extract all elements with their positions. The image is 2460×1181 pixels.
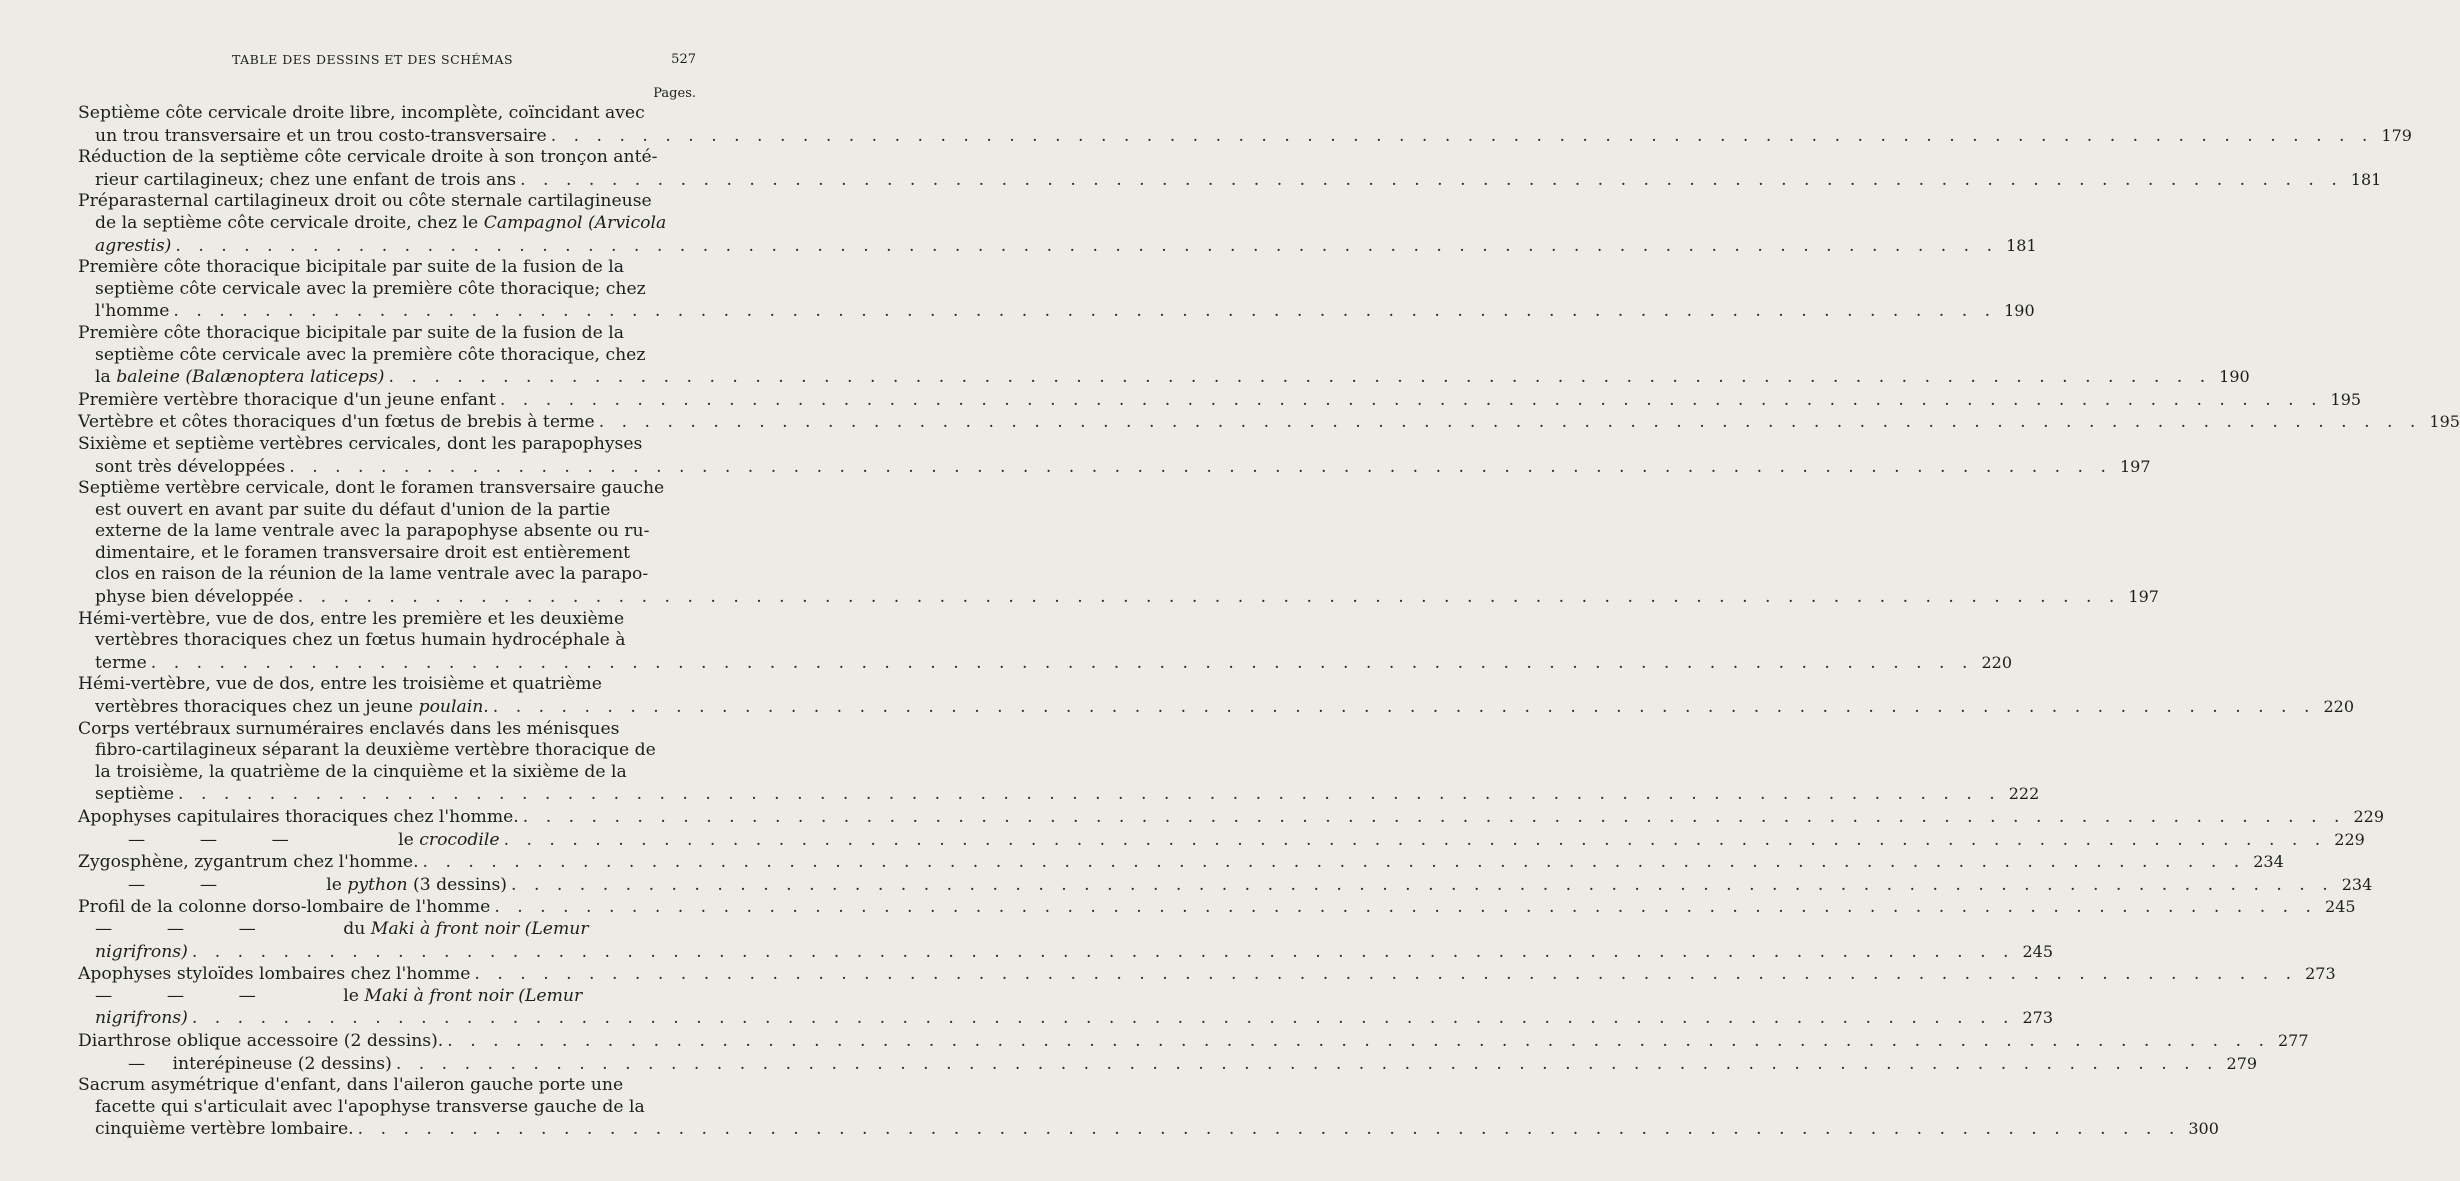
entry-text-line: Corps vertébraux surnuméraires enclavés dans les ménisques [78, 718, 620, 739]
dot-leader: . . . . . . . . . . . . . . . . . . . . . . . . . . . . . . . . . . . . . . . . . . . . . . . . . . . . . . . . . . . . . . . . . . . . . . . . . . . . . . . . [492, 697, 2316, 718]
page-reference: 181 [2006, 235, 2037, 255]
entry-text-line: Hémi-vertèbre, vue de dos, entre les troisième et quatrième [78, 674, 602, 695]
dot-leader: . . . . . . . . . . . . . . . . . . . . . . . . . . . . . . . . . . . . . . . . . . . . . . . . . . . . . . . . . . . . . . . . . . . . . . . . . . . . . . . . [550, 125, 2374, 146]
entry-text-line: Sacrum asymétrique d'enfant, dans l'aileron gauche porte une [78, 1075, 624, 1096]
entry-text-line: — — — du Maki à front noir (Lemur [95, 918, 589, 939]
toc-entry [78, 389, 2362, 412]
dot-leader: . . . . . . . . . . . . . . . . . . . . . . . . . . . . . . . . . . . . . . . . . . . . . . . . . . . . . . . . . . . . . . . . . . . . . . . . . . . . . . . . [150, 652, 1974, 673]
entry-last-line: Apophyses styloïdes lombaires chez l'homme . . . . . . . . . . . . . . . . . . . . . . . . . . . . . . . . . . . . . . . . . . . . . . . . . . . . . . . . . . . . . . . . . . . . . . . . . . . . . . . . 273 [78, 964, 2336, 985]
page-reference: 234 [2341, 874, 2373, 894]
page-reference: 195 [2330, 389, 2362, 409]
toc-entry [78, 191, 2037, 257]
table-of-figures [78, 103, 2460, 1141]
dot-leader: . . . . . . . . . . . . . . . . . . . . . . . . . . . . . . . . . . . . . . . . . . . . . . . . . . . . . . . . . . . . . . . . . . . . . . . . . . . . . . . . [494, 897, 2318, 918]
page-reference: 234 [2253, 852, 2284, 872]
entry-text-line: facette qui s'articulait avec l'apophyse transverse gauche de la [95, 1096, 645, 1117]
entry-text-line: septième côte cervicale avec la première côte thoracique, chez [95, 344, 646, 365]
entry-text-line: Septième vertèbre cervicale, dont le foramen transversaire gauche [78, 478, 665, 499]
entry-text-line: — — — le Maki à front noir (Lemur [95, 985, 583, 1006]
dot-leader: . . . . . . . . . . . . . . . . . . . . . . . . . . . . . . . . . . . . . . . . . . . . . . . . . . . . . . . . . . . . . . . . . . . . . . . . . . . . . . . . [178, 784, 2001, 805]
page-reference: 181 [2350, 169, 2382, 189]
entry-text-line: vertèbres thoraciques chez un fœtus humain hydrocéphale à [95, 630, 626, 651]
entry-text-line: fibro-cartilagineux séparant la deuxième vertèbre thoracique de [95, 740, 656, 761]
page-reference: 220 [2323, 697, 2354, 717]
page-reference: 277 [2277, 1030, 2309, 1050]
toc-entry [78, 1075, 2219, 1141]
toc-entry [78, 829, 2365, 852]
entry-text-line: Préparasternal cartilagineux droit ou côte sternale cartilagineuse [78, 191, 652, 212]
toc-entry [78, 322, 2250, 389]
toc-entry [78, 718, 2040, 806]
page-reference: 229 [2334, 829, 2365, 849]
entry-text-line: Hémi-vertèbre, vue de dos, entre les première et les deuxième [78, 608, 625, 629]
entry-last-line: — — le python (3 dessins) . . . . . . . . . . . . . . . . . . . . . . . . . . . . . . . . . . . . . . . . . . . . . . . . . . . . . . . . . . . . . . . . . . . . . . . . . . . . . . . . 234 [128, 874, 2373, 895]
entry-last-line: un trou transversaire et un trou costo-transversaire . . . . . . . . . . . . . . . . . . . . . . . . . . . . . . . . . . . . . . . . . . . . . . . . . . . . . . . . . . . . . . . . . . . . . . . . . . . . . . . . 179 [95, 125, 2412, 146]
page-reference: 245 [2022, 941, 2054, 961]
entry-last-line: Vertèbre et côtes thoraciques d'un fœtus de brebis à terme . . . . . . . . . . . . . . . . . . . . . . . . . . . . . . . . . . . . . . . . . . . . . . . . . . . . . . . . . . . . . . . . . . . . . . . . . . . . . . . . 195 [78, 412, 2460, 433]
dot-leader: . . . . . . . . . . . . . . . . . . . . . . . . . . . . . . . . . . . . . . . . . . . . . . . . . . . . . . . . . . . . . . . . . . . . . . . . . . . . . . . . [499, 389, 2323, 410]
toc-entry [78, 1030, 2309, 1053]
dot-leader: . . . . . . . . . . . . . . . . . . . . . . . . . . . . . . . . . . . . . . . . . . . . . . . . . . . . . . . . . . . . . . . . . . . . . . . . . . . . . . . . [503, 829, 2327, 850]
dot-leader: . . . . . . . . . . . . . . . . . . . . . . . . . . . . . . . . . . . . . . . . . . . . . . . . . . . . . . . . . . . . . . . . . . . . . . . . . . . . . . . . [289, 456, 2112, 477]
entry-text-line: la troisième, la quatrième de la cinquième et la sixième de la [95, 761, 627, 782]
entry-text-line: Première côte thoracique bicipitale par suite de la fusion de la [78, 322, 625, 343]
entry-last-line: — — — le crocodile . . . . . . . . . . . . . . . . . . . . . . . . . . . . . . . . . . . . . . . . . . . . . . . . . . . . . . . . . . . . . . . . . . . . . . . . . . . . . . . . 229 [128, 829, 2365, 850]
entry-text-line: septième côte cervicale avec la première côte thoracique; chez [95, 278, 646, 299]
entry-last-line: Apophyses capitulaires thoraciques chez l'homme. . . . . . . . . . . . . . . . . . . . . . . . . . . . . . . . . . . . . . . . . . . . . . . . . . . . . . . . . . . . . . . . . . . . . . . . . . . . . . . . . 229 [78, 807, 2385, 827]
entry-text-line: Sixième et septième vertèbres cervicales, dont les parapophyses [78, 433, 643, 454]
toc-entry [78, 433, 2151, 478]
entry-text-line: clos en raison de la réunion de la lame ventrale avec la parapo- [95, 564, 649, 585]
dot-leader: . . . . . . . . . . . . . . . . . . . . . . . . . . . . . . . . . . . . . . . . . . . . . . . . . . . . . . . . . . . . . . . . . . . . . . . . . . . . . . . . [297, 587, 2121, 608]
toc-entry [78, 674, 2354, 718]
entry-last-line: l'homme . . . . . . . . . . . . . . . . . . . . . . . . . . . . . . . . . . . . . . . . . . . . . . . . . . . . . . . . . . . . . . . . . . . . . . . . . . . . . . . . 190 [95, 301, 2035, 322]
dot-leader: . . . . . . . . . . . . . . . . . . . . . . . . . . . . . . . . . . . . . . . . . . . . . . . . . . . . . . . . . . . . . . . . . . . . . . . . . . . . . . . . [474, 964, 2298, 985]
page-reference: 300 [2188, 1119, 2219, 1139]
entry-last-line: sont très développées . . . . . . . . . . . . . . . . . . . . . . . . . . . . . . . . . . . . . . . . . . . . . . . . . . . . . . . . . . . . . . . . . . . . . . . . . . . . . . . . 197 [95, 456, 2151, 477]
entry-last-line: rieur cartilagineux; chez une enfant de trois ans . . . . . . . . . . . . . . . . . . . . . . . . . . . . . . . . . . . . . . . . . . . . . . . . . . . . . . . . . . . . . . . . . . . . . . . . . . . . . . . . 181 [95, 169, 2382, 190]
entry-last-line: Diarthrose oblique accessoire (2 dessins). . . . . . . . . . . . . . . . . . . . . . . . . . . . . . . . . . . . . . . . . . . . . . . . . . . . . . . . . . . . . . . . . . . . . . . . . . . . . . . . . 277 [78, 1030, 2309, 1051]
entry-text-line: dimentaire, et le foramen transversaire droit est entièrement [95, 542, 631, 563]
entry-last-line: Première vertèbre thoracique d'un jeune enfant . . . . . . . . . . . . . . . . . . . . . . . . . . . . . . . . . . . . . . . . . . . . . . . . . . . . . . . . . . . . . . . . . . . . . . . . . . . . . . . . 195 [78, 389, 2362, 410]
dot-leader: . . . . . . . . . . . . . . . . . . . . . . . . . . . . . . . . . . . . . . . . . . . . . . . . . . . . . . . . . . . . . . . . . . . . . . . . . . . . . . . . [191, 941, 2015, 962]
entry-last-line: agrestis) . . . . . . . . . . . . . . . . . . . . . . . . . . . . . . . . . . . . . . . . . . . . . . . . . . . . . . . . . . . . . . . . . . . . . . . . . . . . . . . . 181 [95, 235, 2037, 256]
entry-last-line: septième . . . . . . . . . . . . . . . . . . . . . . . . . . . . . . . . . . . . . . . . . . . . . . . . . . . . . . . . . . . . . . . . . . . . . . . . . . . . . . . . 222 [95, 784, 2040, 805]
page-reference: 179 [2381, 125, 2412, 145]
entry-last-line: cinquième vertèbre lombaire. . . . . . . . . . . . . . . . . . . . . . . . . . . . . . . . . . . . . . . . . . . . . . . . . . . . . . . . . . . . . . . . . . . . . . . . . . . . . . . . . 300 [95, 1119, 2219, 1140]
entry-text-line: externe de la lame ventrale avec la parapophyse absente ou ru- [95, 521, 650, 542]
entry-last-line: terme . . . . . . . . . . . . . . . . . . . . . . . . . . . . . . . . . . . . . . . . . . . . . . . . . . . . . . . . . . . . . . . . . . . . . . . . . . . . . . . . 220 [95, 652, 2012, 673]
entry-last-line: vertèbres thoraciques chez un jeune poulain. . . . . . . . . . . . . . . . . . . . . . . . . . . . . . . . . . . . . . . . . . . . . . . . . . . . . . . . . . . . . . . . . . . . . . . . . . . . . . . . . 220 [95, 697, 2354, 718]
toc-entry [78, 478, 2159, 609]
entry-text-line: Septième côte cervicale droite libre, incomplète, coïncidant avec [78, 103, 645, 123]
toc-entry [78, 257, 2035, 323]
page-reference: 279 [2226, 1053, 2258, 1073]
page-reference: 273 [2022, 1008, 2054, 1028]
toc-entry [78, 963, 2336, 986]
toc-entry [78, 896, 2356, 919]
toc-entry [78, 103, 2412, 147]
page-reference: 229 [2353, 807, 2385, 826]
entry-last-line: physe bien développée . . . . . . . . . . . . . . . . . . . . . . . . . . . . . . . . . . . . . . . . . . . . . . . . . . . . . . . . . . . . . . . . . . . . . . . . . . . . . . . . 197 [95, 587, 2159, 608]
dot-leader: . . . . . . . . . . . . . . . . . . . . . . . . . . . . . . . . . . . . . . . . . . . . . . . . . . . . . . . . . . . . . . . . . . . . . . . . . . . . . . . . [395, 1053, 2219, 1074]
entry-last-line: nigrifrons) . . . . . . . . . . . . . . . . . . . . . . . . . . . . . . . . . . . . . . . . . . . . . . . . . . . . . . . . . . . . . . . . . . . . . . . . . . . . . . . . 273 [95, 1008, 2054, 1029]
toc-entry [78, 806, 2385, 829]
dot-leader: . . . . . . . . . . . . . . . . . . . . . . . . . . . . . . . . . . . . . . . . . . . . . . . . . . . . . . . . . . . . . . . . . . . . . . . . . . . . . . . . [173, 301, 1997, 322]
entry-last-line: Profil de la colonne dorso-lombaire de l'homme . . . . . . . . . . . . . . . . . . . . . . . . . . . . . . . . . . . . . . . . . . . . . . . . . . . . . . . . . . . . . . . . . . . . . . . . . . . . . . . . 245 [78, 897, 2356, 918]
toc-entry [78, 874, 2373, 897]
toc-entry [78, 985, 2054, 1030]
toc-entry [78, 851, 2284, 874]
entry-last-line: — interépineuse (2 dessins) . . . . . . . . . . . . . . . . . . . . . . . . . . . . . . . . . . . . . . . . . . . . . . . . . . . . . . . . . . . . . . . . . . . . . . . . . . . . . . . . 279 [128, 1053, 2258, 1074]
toc-entry [78, 608, 2012, 675]
page-reference: 220 [1981, 652, 2012, 672]
toc-entry [78, 147, 2382, 191]
running-title: TABLE DES DESSINS ET DES SCHÉMAS [232, 52, 514, 67]
page-reference: 190 [2219, 367, 2250, 387]
dot-leader: . . . . . . . . . . . . . . . . . . . . . . . . . . . . . . . . . . . . . . . . . . . . . . . . . . . . . . . . . . . . . . . . . . . . . . . . . . . . . . . . [520, 169, 2343, 190]
dot-leader: . . . . . . . . . . . . . . . . . . . . . . . . . . . . . . . . . . . . . . . . . . . . . . . . . . . . . . . . . . . . . . . . . . . . . . . . . . . . . . . . [422, 852, 2246, 873]
entry-last-line: Zygosphène, zygantrum chez l'homme. . . . . . . . . . . . . . . . . . . . . . . . . . . . . . . . . . . . . . . . . . . . . . . . . . . . . . . . . . . . . . . . . . . . . . . . . . . . . . . . . 234 [78, 852, 2284, 873]
dot-leader: . . . . . . . . . . . . . . . . . . . . . . . . . . . . . . . . . . . . . . . . . . . . . . . . . . . . . . . . . . . . . . . . . . . . . . . . . . . . . . . . [388, 367, 2212, 388]
page-reference: 222 [2008, 784, 2040, 804]
page-reference: 273 [2305, 964, 2336, 984]
entry-text-line: de la septième côte cervicale droite, chez le Campagnol (Arvicola [95, 212, 667, 233]
entry-text-line: est ouvert en avant par suite du défaut d'union de la partie [95, 499, 611, 520]
page-reference: 197 [2119, 456, 2151, 476]
pages-column-label: Pages. [653, 86, 696, 101]
entry-text-line: Première côte thoracique bicipitale par suite de la fusion de la [78, 257, 625, 278]
dot-leader: . . . . . . . . . . . . . . . . . . . . . . . . . . . . . . . . . . . . . . . . . . . . . . . . . . . . . . . . . . . . . . . . . . . . . . . . . . . . . . . . [191, 1008, 2015, 1029]
toc-entry [78, 1053, 2258, 1076]
page-reference: 245 [2325, 897, 2356, 917]
dot-leader: . . . . . . . . . . . . . . . . . . . . . . . . . . . . . . . . . . . . . . . . . . . . . . . . . . . . . . . . . . . . . . . . . . . . . . . . . . . . . . . . [511, 874, 2334, 895]
dot-leader: . . . . . . . . . . . . . . . . . . . . . . . . . . . . . . . . . . . . . . . . . . . . . . . . . . . . . . . . . . . . . . . . . . . . . . . . . . . . . . . . [522, 807, 2346, 827]
page-header [0, 52, 800, 72]
entry-text-line: Réduction de la septième côte cervicale droite à son tronçon anté- [78, 147, 658, 168]
dot-leader: . . . . . . . . . . . . . . . . . . . . . . . . . . . . . . . . . . . . . . . . . . . . . . . . . . . . . . . . . . . . . . . . . . . . . . . . . . . . . . . . [357, 1119, 2181, 1140]
dot-leader: . . . . . . . . . . . . . . . . . . . . . . . . . . . . . . . . . . . . . . . . . . . . . . . . . . . . . . . . . . . . . . . . . . . . . . . . . . . . . . . . [175, 235, 1999, 256]
dot-leader: . . . . . . . . . . . . . . . . . . . . . . . . . . . . . . . . . . . . . . . . . . . . . . . . . . . . . . . . . . . . . . . . . . . . . . . . . . . . . . . . [598, 412, 2422, 433]
entry-last-line: nigrifrons) . . . . . . . . . . . . . . . . . . . . . . . . . . . . . . . . . . . . . . . . . . . . . . . . . . . . . . . . . . . . . . . . . . . . . . . . . . . . . . . . 245 [95, 941, 2054, 962]
page-reference: 197 [2128, 587, 2159, 607]
toc-entry [78, 918, 2054, 963]
page-number: 527 [671, 52, 696, 67]
page-reference: 190 [2004, 301, 2035, 321]
page-reference: 195 [2429, 412, 2460, 432]
dot-leader: . . . . . . . . . . . . . . . . . . . . . . . . . . . . . . . . . . . . . . . . . . . . . . . . . . . . . . . . . . . . . . . . . . . . . . . . . . . . . . . . [447, 1030, 2270, 1051]
entry-last-line: la baleine (Balænoptera laticeps) . . . . . . . . . . . . . . . . . . . . . . . . . . . . . . . . . . . . . . . . . . . . . . . . . . . . . . . . . . . . . . . . . . . . . . . . . . . . . . . . 190 [95, 367, 2250, 388]
toc-entry [78, 411, 2460, 434]
